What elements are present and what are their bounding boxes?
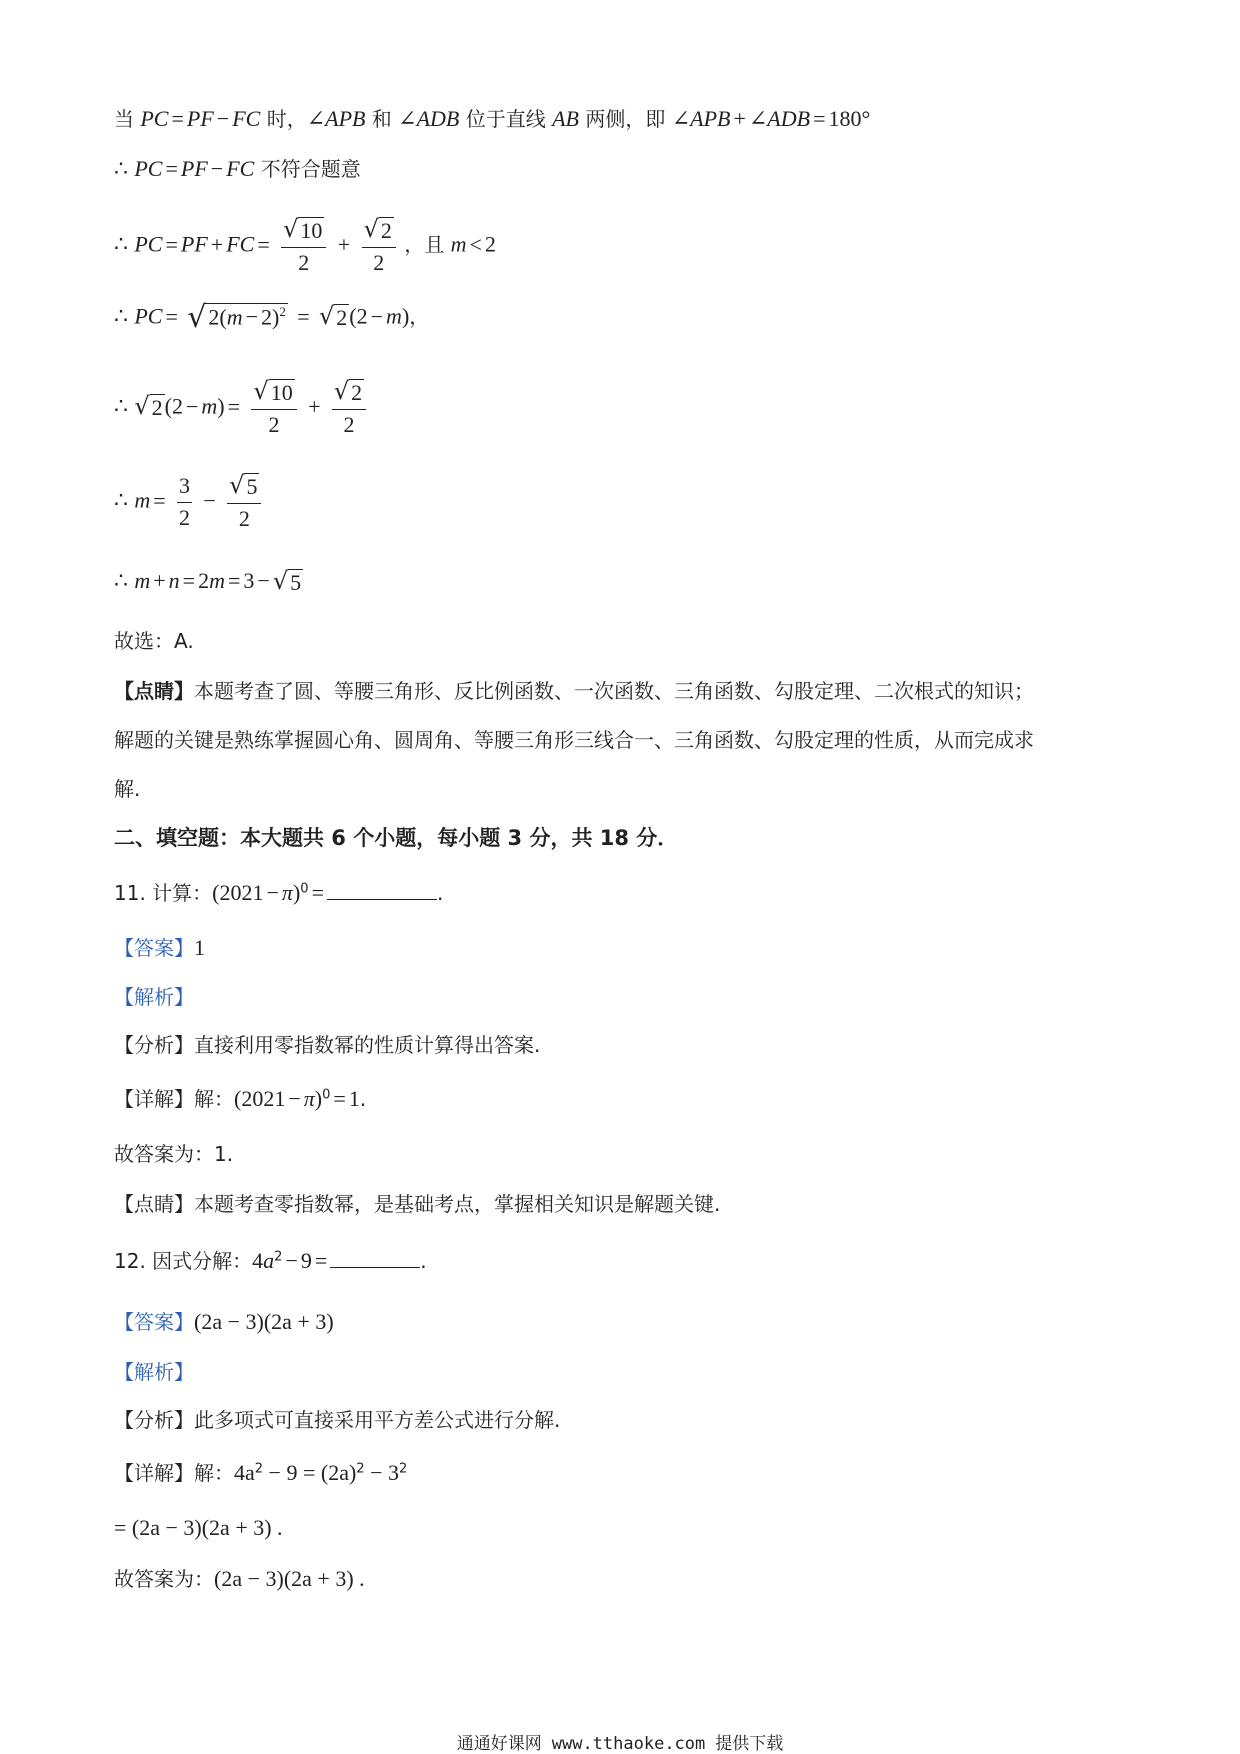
solution-line-3: ∴ PC = PF + FC = √ 10 2 + √ 2 2 ，且 m < 2 — [114, 215, 496, 275]
solution-line-2: ∴ PC = PF − FC 不符合题意 — [114, 156, 361, 181]
solution-line-1: 当 PC = PF − FC 时，∠APB 和 ∠ADB 位于直线 AB 两侧，即 ∠APB + ∠ADB = 180° — [114, 106, 871, 131]
question-11: 11. 计算：$(2021 - \pi)^0$ = . — [114, 880, 444, 905]
footer-link[interactable]: www.tthaoke.com — [551, 1734, 706, 1754]
q11-answer: 【答案】1 — [114, 935, 205, 960]
q11-dianjing: 【点睛】本题考查零指数幂，是基础考点，掌握相关知识是解题关键. — [114, 1192, 721, 1216]
q11-analysis-tag: 【解析】 — [114, 985, 194, 1009]
answer-blank — [327, 899, 437, 900]
solution-line-5: ∴ √ 2 (2 − m) = √ 10 2 + √ 2 2 — [114, 378, 368, 438]
section-title: 二、填空题：本大题共 6 个小题，每小题 3 分，共 18 分． — [114, 826, 679, 850]
q12-step-2: = (2a − 3)(2a + 3) . — [114, 1515, 283, 1540]
q12-answer: 【答案】(2a − 3)(2a + 3) — [114, 1309, 334, 1334]
comment-paragraph-2: 解题的关键是熟练掌握圆心角、圆周角、等腰三角形三线合一、三角函数、勾股定理的性质，从而完成求 — [114, 728, 1034, 752]
q12-final-answer: 故答案为：(2a − 3)(2a + 3) . — [114, 1566, 365, 1591]
fraction-sqrt2-over-2: √ 2 2 — [362, 216, 396, 276]
fraction-sqrt10-over-2: √ 10 2 — [281, 216, 326, 276]
solution-line-6: ∴ m = $\frac{3}{2}$ − √ 5 2 — [114, 472, 263, 532]
choice-line: 故选：A. — [114, 629, 194, 653]
q11-final-answer: 故答案为：1. — [114, 1142, 234, 1166]
q11-fenxi: 【分析】直接利用零指数幂的性质计算得出答案. — [114, 1033, 541, 1057]
comment-paragraph-1: 【点睛】本题考查了圆、等腰三角形、反比例函数、一次函数、三角函数、勾股定理、二次根式的知识； — [114, 679, 1034, 703]
q12-fenxi: 【分析】此多项式可直接采用平方差公式进行分解. — [114, 1408, 561, 1432]
comment-paragraph-3: 解. — [114, 777, 141, 801]
solution-line-7: ∴ m + n = 2m = 3 − √ 5 — [114, 566, 302, 595]
answer-blank — [330, 1267, 420, 1268]
sqrt-expression: √ $2(m - 2)^2$ — [187, 300, 286, 335]
page-footer: 通通好课网 www.tthaoke.com 提供下载 — [456, 1734, 784, 1754]
question-12: 12. 因式分解：$4a^2 - 9$ = . — [114, 1248, 427, 1273]
solution-line-4: ∴ PC = √ $2(m - 2)^2$ = √ 2 (2 − m)， — [114, 300, 430, 335]
q12-analysis-tag: 【解析】 — [114, 1360, 194, 1384]
q12-xiangjie: 【详解】解：$4a^2 - 9 = (2a)^2 - 3^2$ — [114, 1460, 408, 1485]
q11-xiangjie: 【详解】解：$(2021 - \pi)^0 = 1$. — [114, 1086, 367, 1111]
